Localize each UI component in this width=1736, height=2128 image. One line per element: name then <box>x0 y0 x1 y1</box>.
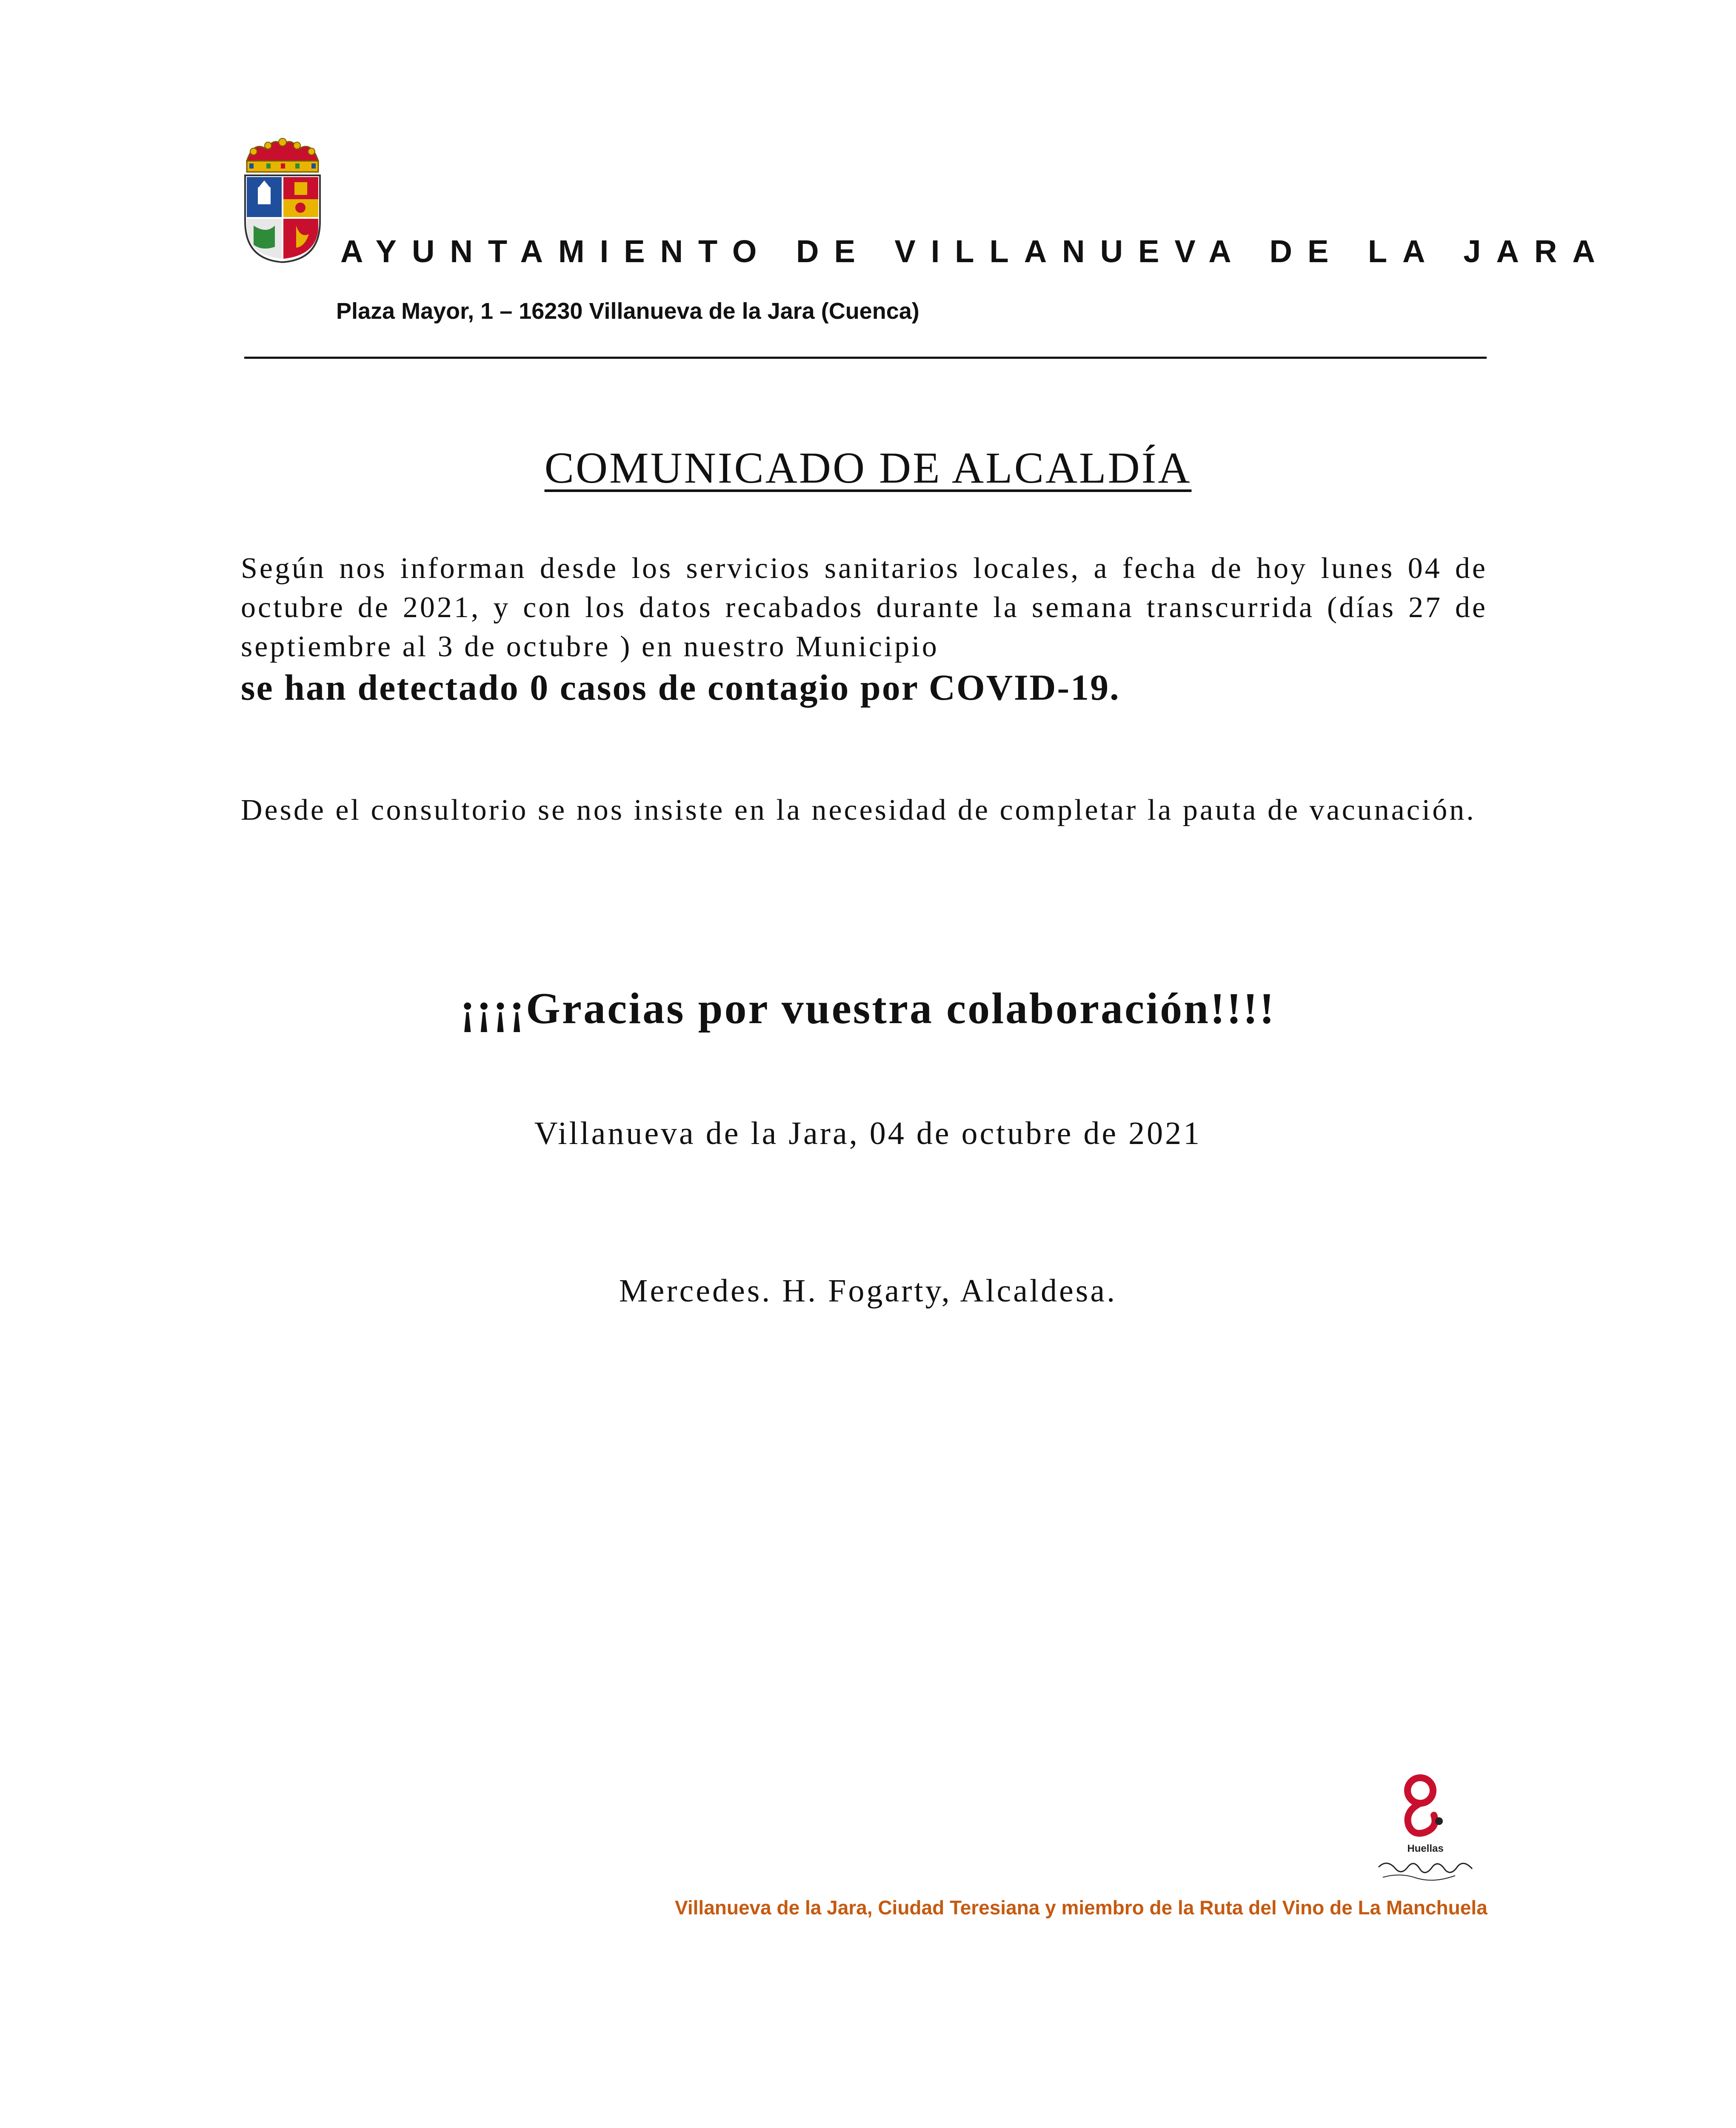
footer-tagline: Villanueva de la Jara, Ciudad Teresiana y miembro de la Ruta del Vino de La Manchuela <box>675 1896 1488 1919</box>
paragraph-report: Según nos informan desde los servicios sanitarios locales, a fecha de hoy lunes 04 de octubre de 2021, y con los datos recabados durante la semana transcurrida (días 27 de septiembre al 3 de octubre ) en nuestro Municipio <box>241 552 1488 663</box>
logo-caption: Huellas <box>1407 1843 1444 1854</box>
organization-address: Plaza Mayor, 1 – 16230 Villanueva de la Jara (Cuenca) <box>336 298 919 324</box>
organization-name: AYUNTAMIENTO DE VILLANUEVA DE LA JARA <box>340 234 1610 269</box>
thanks-message: ¡¡¡¡Gracias por vuestra colaboración!!!! <box>460 984 1276 1033</box>
paragraph-report-highlight: se han detectado 0 casos de contagio por COVID-19. <box>241 667 1120 708</box>
paragraph-vaccination: Desde el consultorio se nos insiste en la necesidad de completar la pauta de vacunación. <box>241 794 1476 827</box>
signature-line: Mercedes. H. Fogarty, Alcaldesa. <box>619 1273 1117 1309</box>
header-divider <box>244 357 1487 359</box>
footer-winery-logo <box>1370 1768 1481 1892</box>
municipal-coat-of-arms <box>237 136 328 264</box>
winery-logo-icon <box>1370 1768 1481 1892</box>
coat-of-arms-icon <box>237 136 328 264</box>
document-title <box>0 443 1736 493</box>
place-and-date: Villanueva de la Jara, 04 de octubre de 2021 <box>534 1115 1202 1151</box>
document-title-text: COMUNICADO DE ALCALDÍA <box>544 443 1192 492</box>
